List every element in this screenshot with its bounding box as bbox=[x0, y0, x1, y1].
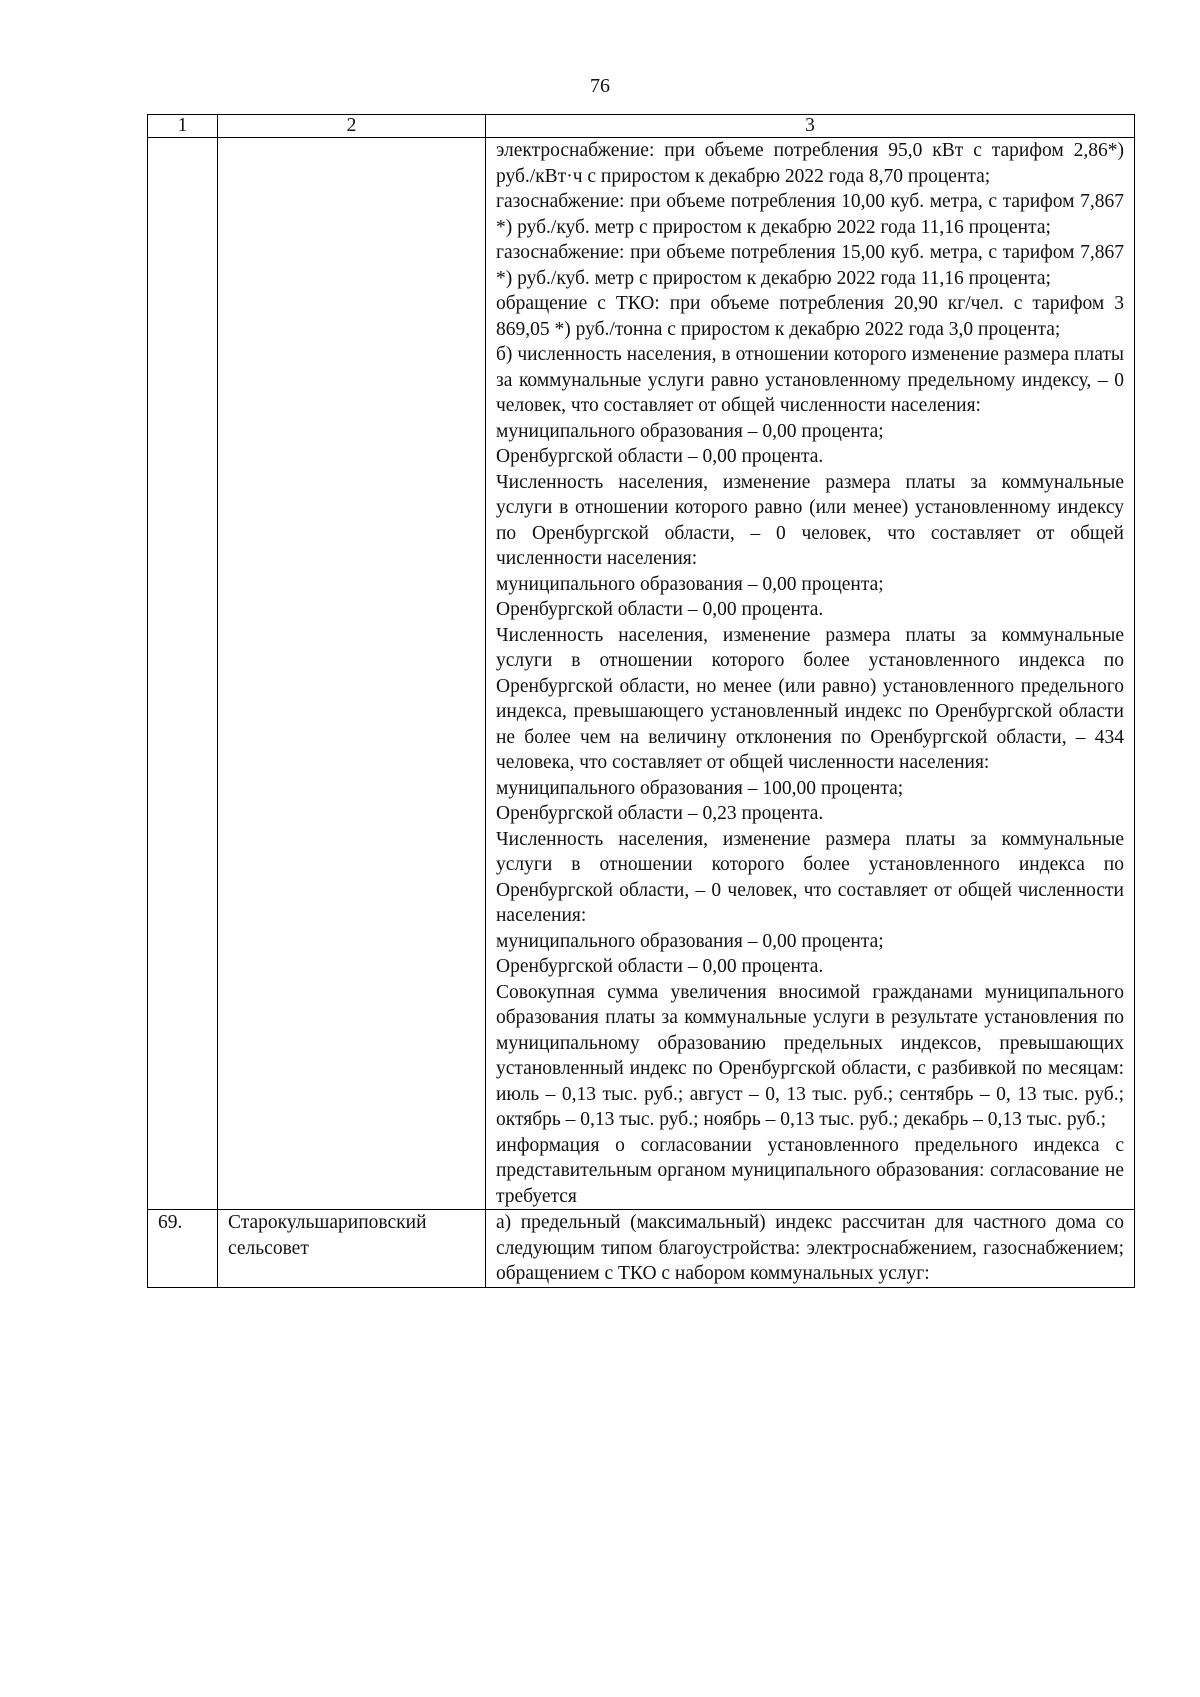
paragraph-total-increase: Совокупная сумма увеличения вносимой гражданами муниципального образования платы за коммунальные услуги в результате установления по муниципальному образованию предельных индексов, превышающих установленный индекс по Оренбургской области, с разбивкой по месяцам: июль – 0,13 тыс. руб.; август – 0, 13 тыс. руб.; сентябрь – 0, 13 тыс. руб.; октябрь – 0,13 тыс. руб.; ноябрь – 0,13 тыс. руб.; декабрь – 0,13 тыс. руб.; bbox=[496, 981, 1124, 1130]
table-row-continued bbox=[148, 138, 1135, 1210]
index-table bbox=[147, 114, 1135, 1288]
paragraph-share-region: Оренбургской области – 0,00 процента. bbox=[496, 599, 824, 620]
description-cell bbox=[486, 138, 1135, 1210]
row-number-cell: 69. bbox=[148, 1210, 218, 1288]
paragraph-gas-15: газоснабжение: при объеме потребления 15,00 куб. метра, с тарифом 7,867 *) руб./куб. метр с приростом к декабрю 2022 года 11,16 процента; bbox=[496, 242, 1124, 289]
paragraph-share-municipality: муниципального образования – 0,00 процента; bbox=[496, 573, 884, 595]
header-col-2: 2 bbox=[218, 115, 486, 138]
paragraph-approval-info: информация о согласовании установленного предельного индекса с представительным органом муниципального образования: согласование не требуется bbox=[496, 1134, 1124, 1207]
paragraph-population-between: Численность населения, изменение размера платы за коммунальные услуги в отношении которого более установленного индекса по Оренбургской области, но менее (или равно) установленного предельного индекса, превышающего установленный индекс по Оренбургской области не более чем на величину отклонения по Оренбургской области, – 434 человека, что составляет от общей численности населения: bbox=[496, 624, 1124, 773]
paragraph-electricity: электроснабжение: при объеме потребления 95,0 кВт с тарифом 2,86*) руб./кВт·ч с приростом к декабрю 2022 года 8,70 процента; bbox=[496, 140, 1124, 187]
paragraph-waste: обращение с ТКО: при объеме потребления 20,90 кг/чел. с тарифом 3 869,05 *) руб./тонна с приростом к декабрю 2022 года 3,0 процента; bbox=[496, 293, 1124, 340]
paragraph-share-municipality: муниципального образования – 0,00 процента; bbox=[496, 930, 884, 952]
paragraph-population-equal: б) численность населения, в отношении которого изменение размера платы за коммунальные услуги равно установленному предельному индексу, – 0 человек, что составляет от общей численности населения: bbox=[496, 344, 1124, 416]
paragraph-population-more: Численность населения, изменение размера платы за коммунальные услуги в отношении которого более установленного индекса по Оренбургской области, – 0 человек, что составляет от общей численности населения: bbox=[496, 828, 1124, 926]
paragraph-share-region: Оренбургской области – 0,00 процента. bbox=[496, 446, 824, 467]
paragraph-share-municipality: муниципального образования – 0,00 процента; bbox=[496, 420, 884, 442]
municipality-cell: Старокульшариповский сельсовет bbox=[218, 1210, 486, 1288]
page-number: 76 bbox=[590, 75, 610, 97]
paragraph-share-region: Оренбургской области – 0,23 процента. bbox=[496, 803, 824, 824]
table-row-69 bbox=[148, 1210, 1135, 1288]
header-col-1: 1 bbox=[148, 115, 218, 138]
description-cell bbox=[486, 1210, 1135, 1288]
municipality-cell bbox=[218, 138, 486, 1210]
paragraph-index-calculation: а) предельный (максимальный) индекс рассчитан для частного дома со следующим типом благоустройства: электроснабжением, газоснабжением; обращением с ТКО с набором коммунальных услуг: bbox=[496, 1212, 1124, 1284]
paragraph-gas-10: газоснабжение: при объеме потребления 10,00 куб. метра, с тарифом 7,867 *) руб./куб. метр с приростом к декабрю 2022 года 11,16 процента; bbox=[496, 191, 1124, 238]
paragraph-share-municipality: муниципального образования – 100,00 процента; bbox=[496, 777, 904, 799]
paragraph-share-region: Оренбургской области – 0,00 процента. bbox=[496, 956, 824, 977]
paragraph-population-less: Численность населения, изменение размера платы за коммунальные услуги в отношении которого равно (или менее) установленному индексу по Оренбургской области, – 0 человек, что составляет от общей численности населения: bbox=[496, 471, 1124, 569]
table-header-row bbox=[148, 115, 1135, 138]
header-col-3: 3 bbox=[486, 115, 1135, 138]
row-number-cell bbox=[148, 138, 218, 1210]
